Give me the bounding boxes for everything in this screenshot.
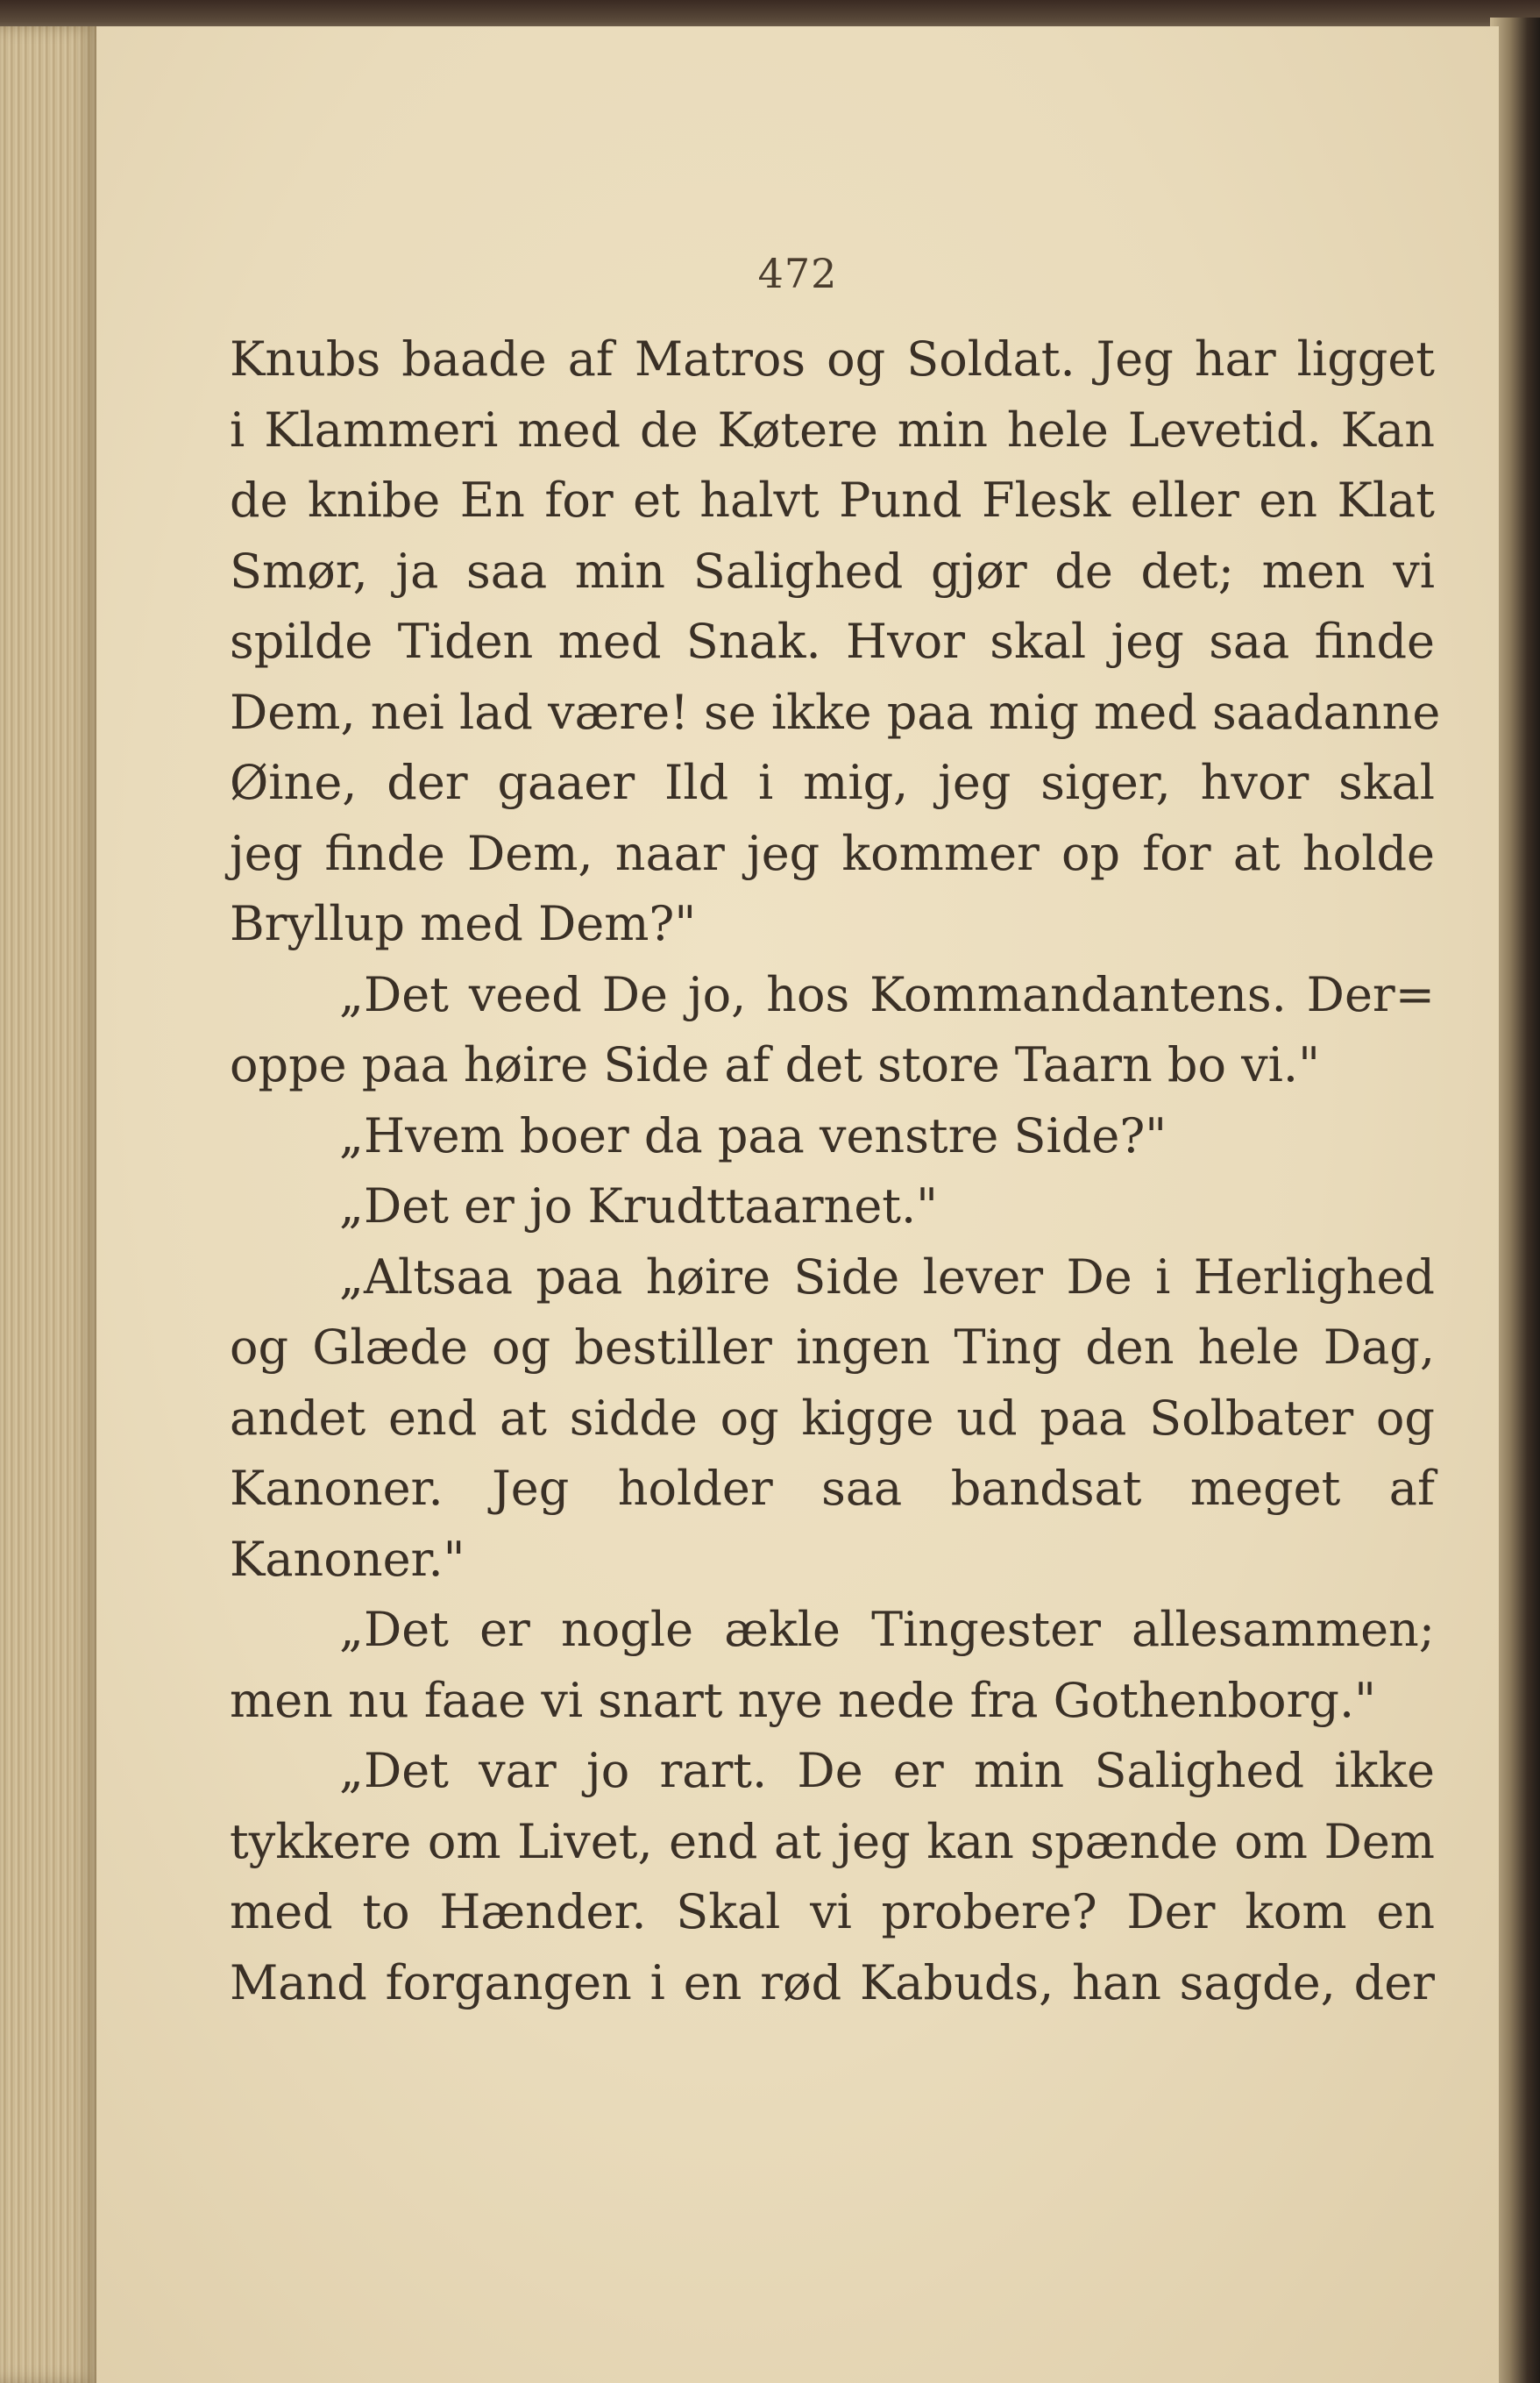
text-line: „Det er jo Krudttaarnet.": [339, 1178, 938, 1234]
paragraph: [230, 324, 1441, 960]
text-line: spilde Tiden med Snak. Hvor skal jeg saa finde: [230, 614, 1435, 669]
body-text: [230, 324, 1441, 2018]
page-stack-edge: [0, 26, 96, 2383]
paragraph: [230, 1242, 1435, 1596]
text-line: „Det er nogle ækle Tingester allesammen;: [339, 1602, 1435, 1657]
text-line: oppe paa høire Side af det store Taarn bo vi.": [230, 1037, 1320, 1092]
text-line: Kanoner.": [230, 1531, 465, 1587]
text-line: og Glæde og bestiller ingen Ting den hele Dag,: [230, 1320, 1435, 1375]
text-line: Bryllup med Dem?": [230, 896, 697, 951]
text-line: de knibe En for et halvt Pund Flesk eller en Klat: [230, 473, 1435, 528]
text-line: Knubs baade af Matros og Soldat. Jeg har ligget: [230, 331, 1435, 387]
text-line: „Det var jo rart. De er min Salighed ikke: [339, 1743, 1435, 1798]
text-line: Kanoner. Jeg holder saa bandsat meget af: [230, 1461, 1435, 1516]
paragraph: [230, 1595, 1435, 1736]
paragraph: [230, 1101, 1435, 1172]
page-number: 472: [757, 250, 838, 297]
text-line: „Hvem boer da paa venstre Side?": [339, 1107, 1167, 1163]
text-line: med to Hænder. Skal vi probere? Der kom en: [230, 1884, 1435, 1939]
text-line: men nu faae vi snart nye nede fra Gothenborg.": [230, 1672, 1376, 1728]
text-line: „Det veed De jo, hos Kommandantens. Der=: [339, 966, 1435, 1022]
text-line: Mand forgangen i en rød Kabuds, han sagde, der: [230, 1954, 1435, 2010]
paragraph: [230, 1171, 1435, 1242]
text-line: Dem, nei lad være! se ikke paa mig med saadanne: [230, 684, 1441, 740]
text-line: Smør, ja saa min Salighed gjør de det; men vi: [230, 543, 1435, 599]
text-line: „Altsaa paa høire Side lever De i Herlighed: [339, 1248, 1435, 1305]
text-line: jeg finde Dem, naar jeg kommer op for at holde: [230, 825, 1435, 881]
text-line: andet end at sidde og kigge ud paa Solbater og: [230, 1390, 1435, 1446]
text-line: tykkere om Livet, end at jeg kan spænde om Dem: [230, 1813, 1435, 1869]
text-line: i Klammeri med de Køtere min hele Levetid. Kan: [230, 402, 1435, 458]
paragraph: [230, 960, 1435, 1101]
paragraph: [230, 1736, 1435, 2018]
text-line: Øine, der gaaer Ild i mig, jeg siger, hvor skal: [230, 755, 1435, 810]
